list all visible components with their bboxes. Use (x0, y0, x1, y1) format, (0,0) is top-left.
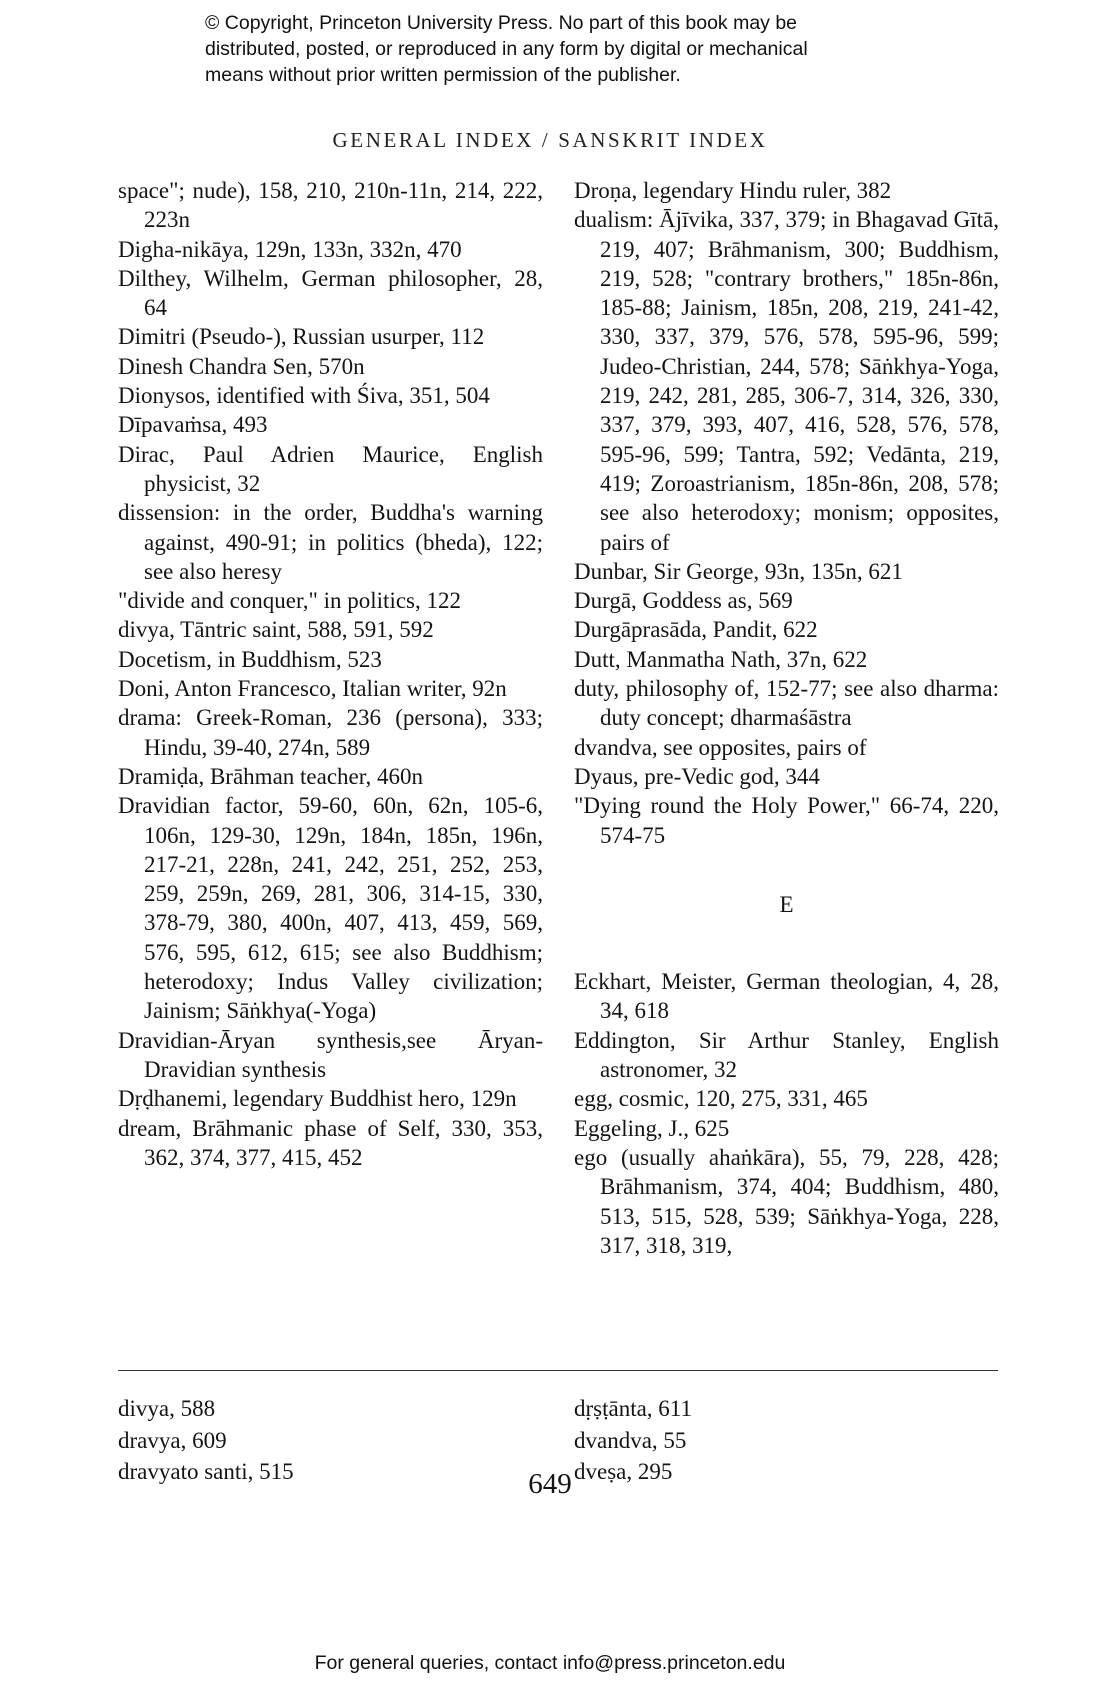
index-entry: Dravidian-Āryan synthesis,see Āryan-Dravidian synthesis (118, 1027, 543, 1082)
index-entry: egg, cosmic, 120, 275, 331, 465 (574, 1086, 868, 1112)
index-entry: Dionysos, identified with Śiva, 351, 504 (118, 383, 490, 409)
sanskrit-entry: dravyato santi, 515 (118, 1459, 294, 1484)
sanskrit-entry: dravya, 609 (118, 1427, 227, 1453)
index-entry: Dṛḍhanemi, legendary Buddhist hero, 129n (118, 1086, 517, 1112)
sanskrit-entry: dveṣa, 295 (574, 1459, 673, 1484)
index-entry: divya, Tāntric saint, 588, 591, 592 (118, 617, 434, 643)
index-entry: dualism: Ājīvika, 337, 379; in Bhagavad Gītā, 219, 407; Brāhmanism, 300; Buddhism, 219, 528; "contrary brothers," 185n-86n, 185-88; Jainism, 185n, 208, 219, 241-42, 330, 337, 379, 576, 578, 595-96, 599; Judeo-Christian, 244, 578; Sāṅkhya-Yoga, 219, 242, 281, 285, 306-7, 314, 326, 330, 337, 379, 393, 407, 416, 528, 576, 578, 595-96, 599; Tantra, 592; Vedānta, 219, 419; Zoroastrianism, 185n-86n, 208, 578; see also heterodoxy; monism; opposites, pairs of (574, 207, 999, 555)
index-entry: dissension: in the order, Buddha's warning against, 490-91; in politics (bheda), 122; see also heresy (118, 500, 543, 584)
section-divider (118, 1370, 998, 1371)
footer-contact-note: For general queries, contact info@press.princeton.edu (314, 1652, 786, 1674)
index-entry: Dīpavaṁsa, 493 (118, 412, 268, 438)
copyright-line: © Copyright, Princeton University Press. No part of this book may be (205, 12, 798, 34)
index-entry: Dyaus, pre-Vedic god, 344 (574, 763, 820, 789)
index-entry: Eddington, Sir Arthur Stanley, English astronomer, 32 (574, 1027, 999, 1083)
index-entry: Dunbar, Sir George, 93n, 135n, 621 (574, 558, 903, 584)
page-number: 649 (528, 1468, 572, 1500)
index-entry: space"; nude), 158, 210, 210n-11n, 214, 222, 223n (118, 178, 543, 233)
index-entry: Durgāprasāda, Pandit, 622 (574, 617, 818, 643)
running-head: GENERAL INDEX / SANSKRIT INDEX (332, 128, 768, 152)
index-entry: Dinesh Chandra Sen, 570n (118, 353, 365, 379)
index-entry: duty, philosophy of, 152-77; see also dharma: duty concept; dharmaśāstra (574, 676, 999, 731)
index-entry: Eckhart, Meister, German theologian, 4, 28, 34, 618 (574, 969, 999, 1024)
index-entry: Dutt, Manmatha Nath, 37n, 622 (574, 646, 868, 672)
index-entry: drama: Greek-Roman, 236 (persona), 333; Hindu, 39-40, 274n, 589 (118, 705, 543, 760)
index-entry: "Dying round the Holy Power," 66-74, 220, 574-75 (574, 793, 999, 848)
index-column-left (118, 176, 543, 1172)
sanskrit-entry: divya, 588 (118, 1396, 216, 1421)
index-entry: dream, Brāhmanic phase of Self, 330, 353, 362, 374, 377, 415, 452 (118, 1115, 543, 1170)
index-entry: Durgā, Goddess as, 569 (574, 588, 793, 614)
index-entry: dvandva, see opposites, pairs of (574, 734, 867, 760)
index-entry: Dravidian factor, 59-60, 60n, 62n, 105-6, 106n, 129-30, 129n, 184n, 185n, 196n, 217-21, 228n, 241, 242, 251, 252, 253, 259, 259n, 269, 281, 306, 314-15, 330, 378-79, 380, 400n, 407, 413, 459, 569, 576, 595, 612, 615; see also Buddhism; heterodoxy; Indus Valley civilization; Jainism; Sāṅkhya(-Yoga) (118, 793, 543, 1024)
index-entry: Eggeling, J., 625 (574, 1115, 730, 1141)
index-entry: Dilthey, Wilhelm, German philosopher, 28, 64 (118, 265, 543, 321)
index-column-right (574, 176, 999, 1260)
section-letter: E (779, 891, 794, 917)
index-entry: Docetism, in Buddhism, 523 (118, 646, 382, 672)
copyright-notice (205, 10, 925, 88)
sanskrit-entry: dṛṣṭānta, 611 (574, 1396, 692, 1421)
copyright-line: distributed, posted, or reproduced in any form by digital or mechanical (205, 38, 808, 60)
index-entry: "divide and conquer," in politics, 122 (118, 588, 461, 614)
index-entry: Dirac, Paul Adrien Maurice, English physicist, 32 (118, 441, 543, 496)
index-entry: Dimitri (Pseudo-), Russian usurper, 112 (118, 324, 485, 350)
index-entry: Dramiḍa, Brāhman teacher, 460n (118, 763, 423, 789)
index-entry: Doni, Anton Francesco, Italian writer, 92n (118, 676, 507, 702)
index-entry: ego (usually ahaṅkāra), 55, 79, 228, 428; Brāhmanism, 374, 404; Buddhism, 480, 513, 515, 528, 539; Sāṅkhya-Yoga, 228, 317, 318, 319, (574, 1144, 999, 1258)
index-entry: Digha-nikāya, 129n, 133n, 332n, 470 (118, 236, 462, 262)
copyright-line: means without prior written permission of the publisher. (205, 64, 681, 86)
sanskrit-entry: dvandva, 55 (574, 1427, 687, 1453)
index-entry: Droṇa, legendary Hindu ruler, 382 (574, 178, 892, 203)
